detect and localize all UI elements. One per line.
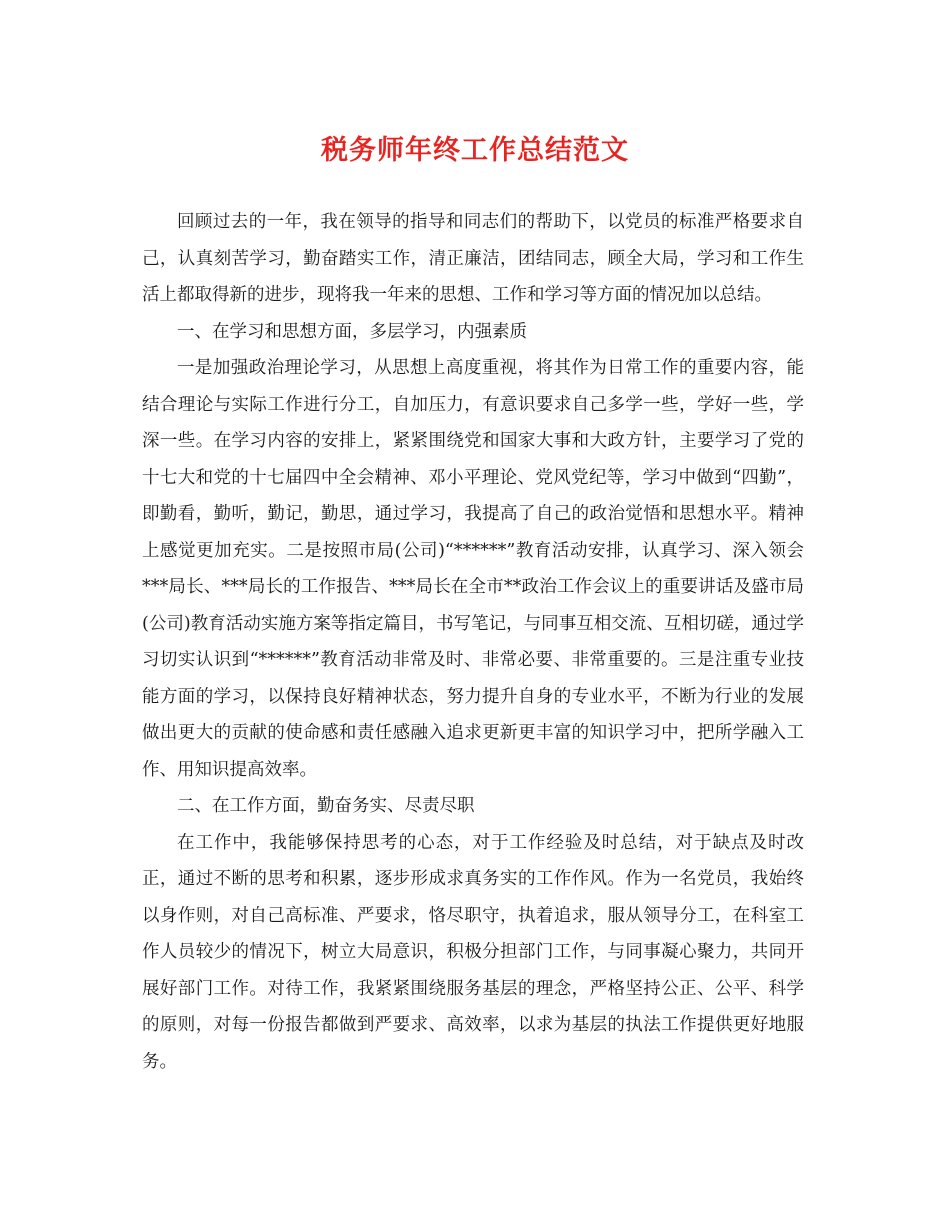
section-heading-study: 一、在学习和思想方面，多层学习，内强素质 — [177, 321, 527, 342]
document-body — [142, 204, 804, 1080]
paragraph-intro: 回顾过去的一年，我在领导的指导和同志们的帮助下，以党员的标准严格要求自己，认真刻苦学习，勤奋踏实工作，清正廉洁，团结同志，顾全大局，学习和工作生活上都取得新的进步，现将我一年来的思想、工作和学习等方面的情况加以总结。 — [142, 212, 804, 305]
paragraph-study: 一是加强政治理论学习，从思想上高度重视，将其作为日常工作的重要内容，能结合理论与实际工作进行分工，自加压力，有意识要求自己多学一些，学好一些，学深一些。在学习内容的安排上，紧紧围绕党和国家大事和大政方针，主要学习了党的十七大和党的十七届四中全会精神、邓小平理论、党风党纪等，学习中做到“四勤”，即勤看，勤听，勤记，勤思，通过学习，我提高了自己的政治觉悟和思想水平。精神上感觉更加充实。二是按照市局(公司)“******”教育活动安排，认真学习、深入领会***局长、***局长的工作报告、***局长在全市**政治工作会议上的重要讲话及盛市局(公司)教育活动实施方案等指定篇目，书写笔记，与同事互相交流、互相切磋，通过学习切实认识到“******”教育活动非常及时、非常必要、非常重要的。三是注重专业技能方面的学习，以保持良好精神状态，努力提升自身的专业水平，不断为行业的发展做出更大的贡献的使命感和责任感融入追求更新更丰富的知识学习中，把所学融入工作、用知识提高效率。 — [142, 358, 804, 780]
section-heading-work: 二、在工作方面，勤奋务实、尽责尽职 — [177, 796, 475, 816]
paragraph-work: 在工作中，我能够保持思考的心态，对于工作经验及时总结，对于缺点及时改正，通过不断的思考和积累，逐步形成求真务实的工作作风。作为一名党员，我始终以身作则，对自己高标准、严要求，恪尽职守，执着追求，服从领导分工，在科室工作人员较少的情况下，树立大局意识，积极分担部门工作，与同事凝心聚力，共同开展好部门工作。对待工作，我紧紧围绕服务基层的理念，严格坚持公正、公平、科学的原则，对每一份报告都做到严要求、高效率，以求为基层的执法工作提供更好地服务。 — [142, 832, 804, 1072]
document-title: 税务师年终工作总结范文 — [321, 135, 629, 166]
